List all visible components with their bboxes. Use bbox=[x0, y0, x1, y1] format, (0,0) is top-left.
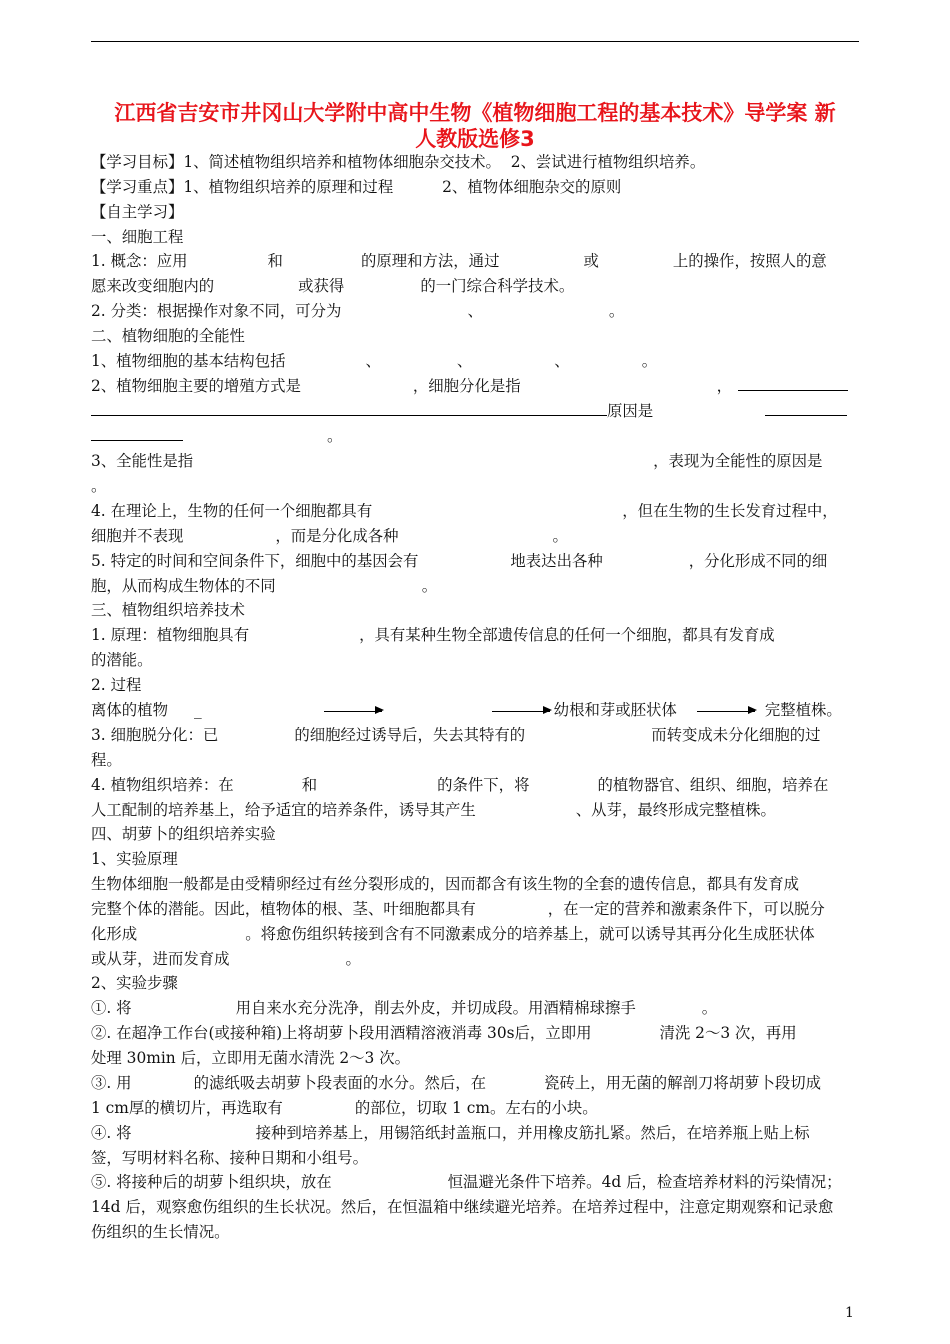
paragraph-line: 3. 细胞脱分化：已 的细胞经过诱导后，失去其特有的 而转变成未分化细胞的过 bbox=[91, 726, 821, 744]
paragraph-line: 1. 原理：植物细胞具有 ，具有某种生物全部遗传信息的任何一个细胞，都具有发育成 bbox=[91, 626, 775, 644]
paragraph-line: 3、全能性是指 ，表现为全能性的原因是 bbox=[91, 452, 823, 470]
process-flow: 离体的植物 _ 幼根和芽或胚状体 完整植株。 bbox=[91, 701, 842, 719]
answer-blank[interactable] bbox=[91, 400, 607, 416]
paragraph-line: 。 bbox=[91, 424, 859, 449]
answer-blank[interactable] bbox=[91, 425, 183, 441]
section-heading-3: 三、植物组织培养技术 bbox=[91, 601, 245, 619]
subsection-heading: 1、实验原理 bbox=[91, 850, 178, 868]
answer-blank[interactable] bbox=[765, 400, 847, 416]
page-number: 1 bbox=[845, 1305, 854, 1321]
header-rule bbox=[91, 41, 859, 42]
paragraph-line: 1、植物细胞的基本结构包括 、 、 、 。 bbox=[91, 352, 658, 370]
document-title-line-1: 江西省吉安市井冈山大学附中高中生物《植物细胞工程的基本技术》导学案 新 bbox=[114, 101, 836, 125]
paragraph-line: 生物体细胞一般都是由受精卵经过有丝分裂形成的，因而都含有该生物的全套的遗传信息，都具有发育成 bbox=[91, 875, 799, 893]
paragraph-line: 胞，从而构成生物体的不同 。 bbox=[91, 577, 438, 595]
paragraph-line: 的潜能。 bbox=[91, 651, 153, 669]
paragraph-line: 完整个体的潜能。因此，植物体的根、茎、叶细胞都具有 ，在一定的营养和激素条件下，可以脱分 bbox=[91, 900, 825, 918]
flow-arrow-icon bbox=[492, 711, 550, 712]
learning-goals: 【学习目标】1、简述植物组织培养和植物体细胞杂交技术。 2、尝试进行植物组织培养。 bbox=[91, 153, 706, 171]
section-heading-1: 一、细胞工程 bbox=[91, 228, 184, 246]
paragraph-line: ⑤. 将接种后的胡萝卜组织块，放在 恒温避光条件下培养。4d 后，检查培养材料的污染情况； bbox=[91, 1173, 842, 1191]
paragraph-line: 细胞并不表现 ，而是分化成各种 。 bbox=[91, 527, 568, 545]
paragraph-line: ①. 将 用自来水充分洗净，削去外皮，并切成段。用酒精棉球擦手 。 bbox=[91, 999, 718, 1017]
paragraph-line: 2、植物细胞主要的增殖方式是 ，细胞分化是指 ， bbox=[91, 374, 859, 399]
paragraph-line: 1. 概念：应用 和 的原理和方法，通过 或 上的操作，按照人的意 bbox=[91, 252, 827, 270]
paragraph-line: 原因是 bbox=[91, 399, 859, 424]
paragraph-line: 程。 bbox=[91, 751, 122, 769]
paragraph-line: 4. 在理论上，生物的任何一个细胞都具有 ，但在生物的生长发育过程中， bbox=[91, 502, 838, 520]
flow-arrow-icon bbox=[697, 711, 755, 712]
paragraph-line: 签，写明材料名称、接种日期和小组号。 bbox=[91, 1149, 369, 1167]
paragraph-line: 4. 植物组织培养：在 和 的条件下，将 的植物器官、组织、细胞，培养在 bbox=[91, 776, 829, 794]
learning-focus: 【学习重点】1、植物组织培养的原理和过程 2、植物体细胞杂交的原则 bbox=[91, 178, 622, 196]
paragraph-line: 。 bbox=[91, 477, 107, 495]
paragraph-line: 或从芽，进而发育成 。 bbox=[91, 950, 361, 968]
flow-arrow-icon bbox=[324, 711, 382, 712]
document-title-line-2: 人教版选修3 bbox=[415, 127, 535, 151]
paragraph-line: 伤组织的生长情况。 bbox=[91, 1223, 230, 1241]
section-heading-2: 二、植物细胞的全能性 bbox=[91, 327, 245, 345]
self-study-heading: 【自主学习】 bbox=[91, 203, 184, 221]
paragraph-line: ②. 在超净工作台(或接种箱)上将胡萝卜段用酒精溶液消毒 30s后，立即用 清洗 2～3 次，再用 bbox=[91, 1024, 797, 1042]
paragraph-line: 5. 特定的时间和空间条件下，细胞中的基因会有 地表达出各种 ，分化形成不同的细 bbox=[91, 552, 828, 570]
paragraph-line: 化形成 。将愈伤组织转接到含有不同激素成分的培养基上，就可以诱导其再分化生成胚状体 bbox=[91, 925, 815, 943]
paragraph-line: 处理 30min 后，立即用无菌水清洗 2～3 次。 bbox=[91, 1049, 411, 1067]
subsection-heading: 2、实验步骤 bbox=[91, 974, 178, 992]
paragraph-line: 1 cm厚的横切片，再选取有 的部位，切取 1 cm。左右的小块。 bbox=[91, 1099, 598, 1117]
paragraph-line: 愿来改变细胞内的 或获得 的一门综合科学技术。 bbox=[91, 277, 575, 295]
paragraph-line: 人工配制的培养基上，给予适宜的培养条件，诱导其产生 、从芽，最终形成完整植株。 bbox=[91, 801, 776, 819]
paragraph-line: 14d 后，观察愈伤组织的生长状况。然后，在恒温箱中继续避光培养。在培养过程中，注意定期观察和记录愈 bbox=[91, 1198, 834, 1216]
paragraph-line: ③. 用 的滤纸吸去胡萝卜段表面的水分。然后，在 瓷砖上，用无菌的解剖刀将胡萝卜段切成 bbox=[91, 1074, 822, 1092]
paragraph-line: ④. 将 接种到培养基上，用锡箔纸封盖瓶口，并用橡皮筋扎紧。然后，在培养瓶上贴上标 bbox=[91, 1124, 810, 1142]
answer-blank[interactable] bbox=[738, 375, 848, 391]
section-heading-4: 四、胡萝卜的组织培养实验 bbox=[91, 825, 276, 843]
paragraph-line: 2. 分类：根据操作对象不同，可分为 、 。 bbox=[91, 302, 625, 320]
paragraph-line: 2. 过程 bbox=[91, 676, 142, 694]
